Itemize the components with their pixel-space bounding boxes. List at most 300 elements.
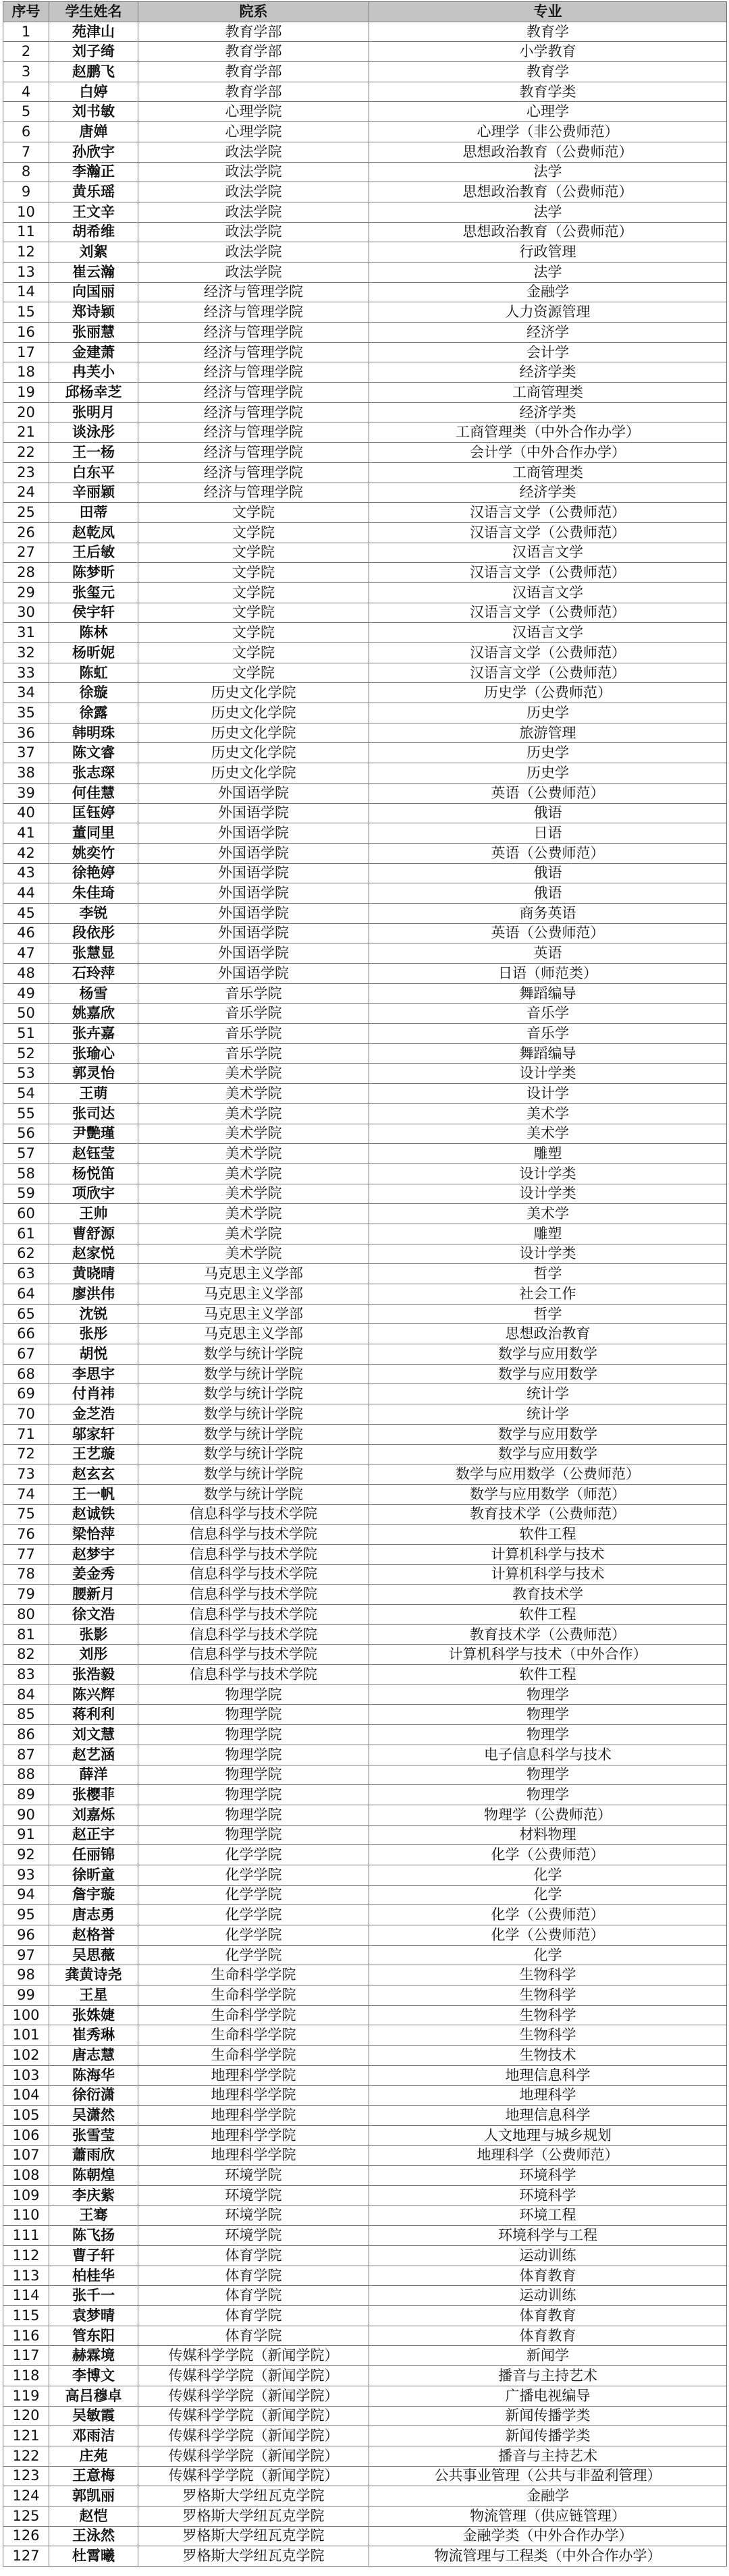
- major: 地理信息科学: [369, 2065, 727, 2085]
- student-name: 赵钰莹: [49, 1144, 138, 1164]
- row-index: 35: [3, 703, 49, 723]
- table-row: [3, 142, 727, 162]
- major: 化学: [369, 1945, 727, 1965]
- row-index: 24: [3, 483, 49, 503]
- student-name: 陈文睿: [49, 743, 138, 763]
- student-name: 曹子轩: [49, 2246, 138, 2266]
- row-index: 45: [3, 903, 49, 923]
- department: 生命科学学院: [138, 2046, 369, 2066]
- major: 生物技术: [369, 2046, 727, 2066]
- table-row: [3, 2226, 727, 2246]
- major: 物流管理与工程类（中外合作办学）: [369, 2546, 727, 2567]
- row-index: 89: [3, 1785, 49, 1805]
- row-index: 52: [3, 1043, 49, 1064]
- department: 传媒科学学院（新闻学院）: [138, 2406, 369, 2426]
- student-name: 郑诗颖: [49, 302, 138, 323]
- department: 信息科学与技术学院: [138, 1624, 369, 1645]
- department: 经济与管理学院: [138, 362, 369, 383]
- major: 物理学: [369, 1785, 727, 1805]
- major: 物理学: [369, 1725, 727, 1745]
- student-name: 何佳慧: [49, 783, 138, 803]
- table-row: [3, 943, 727, 964]
- table-row: [3, 2346, 727, 2366]
- department: 政法学院: [138, 242, 369, 263]
- department: 教育学部: [138, 82, 369, 102]
- department: 信息科学与技术学院: [138, 1645, 369, 1665]
- row-index: 94: [3, 1885, 49, 1905]
- row-index: 92: [3, 1845, 49, 1865]
- department: 体育学院: [138, 2326, 369, 2346]
- row-index: 10: [3, 202, 49, 222]
- row-index: 25: [3, 503, 49, 523]
- major: 思想政治教育（公费师范）: [369, 222, 727, 242]
- student-name: 龚黄诗尧: [49, 1965, 138, 1985]
- major: 汉语言文学: [369, 582, 727, 603]
- student-name: 李锐: [49, 903, 138, 923]
- student-name: 胡希维: [49, 222, 138, 242]
- row-index: 12: [3, 242, 49, 263]
- department: 外国语学院: [138, 923, 369, 943]
- department: 生命科学学院: [138, 2005, 369, 2025]
- department: 物理学院: [138, 1745, 369, 1765]
- department: 外国语学院: [138, 863, 369, 883]
- row-index: 125: [3, 2506, 49, 2526]
- student-name: 胡悦: [49, 1344, 138, 1365]
- major: 设计学类: [369, 1184, 727, 1204]
- department: 体育学院: [138, 2266, 369, 2286]
- department: 历史文化学院: [138, 723, 369, 743]
- major: 金融学类（中外合作办学）: [369, 2526, 727, 2546]
- table-row: [3, 1124, 727, 1144]
- major: 社会工作: [369, 1284, 727, 1305]
- student-name: 陈朝煌: [49, 2166, 138, 2186]
- table-row: [3, 1725, 727, 1745]
- header-student-name: 学生姓名: [49, 2, 138, 22]
- major: 法学: [369, 162, 727, 182]
- major: 汉语言文学: [369, 623, 727, 643]
- table-row: [3, 663, 727, 683]
- row-index: 78: [3, 1564, 49, 1585]
- table-row: [3, 1865, 727, 1885]
- department: 文学院: [138, 643, 369, 663]
- major: 生物科学: [369, 2005, 727, 2025]
- student-name: 侯宇轩: [49, 603, 138, 623]
- major: 环境科学与工程: [369, 2226, 727, 2246]
- row-index: 50: [3, 1004, 49, 1024]
- major: 教育学类: [369, 82, 727, 102]
- row-index: 65: [3, 1304, 49, 1324]
- header-row: [3, 2, 727, 22]
- table-row: [3, 1264, 727, 1284]
- department: 心理学院: [138, 122, 369, 142]
- row-index: 14: [3, 282, 49, 302]
- department: 传媒科学学院（新闻学院）: [138, 2386, 369, 2406]
- major: 广播电视编导: [369, 2386, 727, 2406]
- department: 传媒科学学院（新闻学院）: [138, 2446, 369, 2466]
- row-index: 40: [3, 803, 49, 823]
- student-name: 徐艳婷: [49, 863, 138, 883]
- student-name: 黄晓晴: [49, 1264, 138, 1284]
- major: 思想政治教育（公费师范）: [369, 182, 727, 202]
- major: 地理科学（公费师范）: [369, 2145, 727, 2166]
- table-row: [3, 763, 727, 784]
- row-index: 105: [3, 2106, 49, 2126]
- table-row: [3, 1464, 727, 1485]
- department: 地理科学学院: [138, 2065, 369, 2085]
- row-index: 103: [3, 2065, 49, 2085]
- student-name: 李思宇: [49, 1364, 138, 1384]
- department: 经济与管理学院: [138, 422, 369, 443]
- department: 信息科学与技术学院: [138, 1544, 369, 1564]
- row-index: 17: [3, 342, 49, 362]
- row-index: 101: [3, 2025, 49, 2046]
- row-index: 43: [3, 863, 49, 883]
- department: 经济与管理学院: [138, 483, 369, 503]
- department: 信息科学与技术学院: [138, 1585, 369, 1605]
- table-row: [3, 1945, 727, 1965]
- row-index: 111: [3, 2226, 49, 2246]
- student-name: 邓雨洁: [49, 2426, 138, 2446]
- row-index: 87: [3, 1745, 49, 1765]
- major: 设计学类: [369, 1064, 727, 1084]
- student-name: 姚奕竹: [49, 843, 138, 863]
- department: 传媒科学学院（新闻学院）: [138, 2346, 369, 2366]
- table-row: [3, 2546, 727, 2567]
- major: 化学（公费师范）: [369, 1925, 727, 1946]
- major: 计算机科学与技术: [369, 1564, 727, 1585]
- student-name: 徐昕童: [49, 1865, 138, 1885]
- department: 美术学院: [138, 1144, 369, 1164]
- table-row: [3, 42, 727, 62]
- student-name: 赵乾凤: [49, 522, 138, 543]
- major: 历史学: [369, 703, 727, 723]
- student-name: 张姝婕: [49, 2005, 138, 2025]
- major: 体育教育: [369, 2306, 727, 2326]
- table-row: [3, 1825, 727, 1845]
- table-row: [3, 2466, 727, 2486]
- department: 地理科学学院: [138, 2145, 369, 2166]
- student-name: 黄乐瑶: [49, 182, 138, 202]
- major: 生物科学: [369, 1965, 727, 1985]
- department: 信息科学与技术学院: [138, 1504, 369, 1525]
- student-name: 腰新月: [49, 1585, 138, 1605]
- table-row: [3, 703, 727, 723]
- table-row: [3, 1024, 727, 1044]
- department: 化学学院: [138, 1925, 369, 1946]
- major: 运动训练: [369, 2286, 727, 2306]
- table-row: [3, 2326, 727, 2346]
- row-index: 38: [3, 763, 49, 784]
- major: 会计学: [369, 342, 727, 362]
- row-index: 29: [3, 582, 49, 603]
- student-name: 谈泳彤: [49, 422, 138, 443]
- row-index: 22: [3, 443, 49, 463]
- row-index: 1: [3, 22, 49, 42]
- student-name: 王帅: [49, 1204, 138, 1224]
- major: 数学与应用数学: [369, 1444, 727, 1464]
- student-name: 杜霄曦: [49, 2546, 138, 2567]
- row-index: 3: [3, 62, 49, 82]
- table-row: [3, 623, 727, 643]
- student-name: 尹艷瑾: [49, 1124, 138, 1144]
- table-row: [3, 1284, 727, 1305]
- department: 经济与管理学院: [138, 383, 369, 403]
- department: 音乐学院: [138, 983, 369, 1004]
- table-row: [3, 1965, 727, 1985]
- department: 经济与管理学院: [138, 282, 369, 302]
- department: 外国语学院: [138, 903, 369, 923]
- student-name: 王艺璇: [49, 1444, 138, 1464]
- row-index: 88: [3, 1765, 49, 1785]
- student-name: 唐志勇: [49, 1905, 138, 1925]
- table-row: [3, 82, 727, 102]
- student-name: 徐文浩: [49, 1605, 138, 1625]
- major: 哲学: [369, 1264, 727, 1284]
- table-row: [3, 643, 727, 663]
- major: 环境工程: [369, 2205, 727, 2226]
- student-name: 陈梦昕: [49, 563, 138, 583]
- table-row: [3, 1144, 727, 1164]
- student-name: 张志琛: [49, 763, 138, 784]
- major: 地理信息科学: [369, 2106, 727, 2126]
- row-index: 27: [3, 543, 49, 563]
- student-name: 项欣宇: [49, 1184, 138, 1204]
- row-index: 114: [3, 2286, 49, 2306]
- major: 俄语: [369, 803, 727, 823]
- department: 化学学院: [138, 1885, 369, 1905]
- table-row: [3, 2306, 727, 2326]
- row-index: 28: [3, 563, 49, 583]
- table-row: [3, 1064, 727, 1084]
- table-row: [3, 1424, 727, 1444]
- table-row: [3, 2205, 727, 2226]
- department: 美术学院: [138, 1103, 369, 1124]
- department: 物理学院: [138, 1785, 369, 1805]
- row-index: 91: [3, 1825, 49, 1845]
- department: 物理学院: [138, 1825, 369, 1845]
- major: 金融学: [369, 2486, 727, 2506]
- table-row: [3, 522, 727, 543]
- table-row: [3, 1244, 727, 1264]
- student-name: 田蒂: [49, 503, 138, 523]
- department: 地理科学学院: [138, 2125, 369, 2145]
- table-row: [3, 2266, 727, 2286]
- row-index: 74: [3, 1484, 49, 1504]
- department: 马克思主义学部: [138, 1284, 369, 1305]
- row-index: 36: [3, 723, 49, 743]
- student-name: 刘絮: [49, 242, 138, 263]
- department: 文学院: [138, 582, 369, 603]
- table-row: [3, 402, 727, 422]
- major: 雕塑: [369, 1224, 727, 1244]
- student-name: 孙欣宇: [49, 142, 138, 162]
- row-index: 68: [3, 1364, 49, 1384]
- header-index: 序号: [3, 2, 49, 22]
- table-row: [3, 2486, 727, 2506]
- major: 工商管理类: [369, 462, 727, 483]
- major: 计算机科学与技术（中外合作）: [369, 1645, 727, 1665]
- student-name: 赵艺涵: [49, 1745, 138, 1765]
- major: 环境科学: [369, 2185, 727, 2205]
- department: 地理科学学院: [138, 2106, 369, 2126]
- major: 软件工程: [369, 1665, 727, 1685]
- major: 商务英语: [369, 903, 727, 923]
- department: 政法学院: [138, 202, 369, 222]
- major: 公共事业管理（公共与非盈利管理）: [369, 2466, 727, 2486]
- table-row: [3, 1805, 727, 1825]
- department: 罗格斯大学纽瓦克学院: [138, 2546, 369, 2567]
- table-row: [3, 1624, 727, 1645]
- department: 音乐学院: [138, 1024, 369, 1044]
- major: 软件工程: [369, 1605, 727, 1625]
- table-row: [3, 2506, 727, 2526]
- student-name: 金建萧: [49, 342, 138, 362]
- major: 数学与应用数学: [369, 1364, 727, 1384]
- major: 化学: [369, 1885, 727, 1905]
- department: 体育学院: [138, 2286, 369, 2306]
- major: 汉语言文学（公费师范）: [369, 503, 727, 523]
- major: 新闻学: [369, 2346, 727, 2366]
- row-index: 66: [3, 1324, 49, 1344]
- table-row: [3, 883, 727, 904]
- table-row: [3, 1043, 727, 1064]
- table-row: [3, 1564, 727, 1585]
- major: 工商管理类: [369, 383, 727, 403]
- major: 软件工程: [369, 1525, 727, 1545]
- department: 化学学院: [138, 1905, 369, 1925]
- table-row: [3, 2166, 727, 2186]
- table-row: [3, 1184, 727, 1204]
- department: 化学学院: [138, 1945, 369, 1965]
- major: 汉语言文学: [369, 543, 727, 563]
- department: 物理学院: [138, 1684, 369, 1705]
- student-name: 徐露: [49, 703, 138, 723]
- student-name: 张明月: [49, 402, 138, 422]
- department: 马克思主义学部: [138, 1304, 369, 1324]
- row-index: 81: [3, 1624, 49, 1645]
- row-index: 108: [3, 2166, 49, 2186]
- row-index: 117: [3, 2346, 49, 2366]
- student-name: 袁梦晴: [49, 2306, 138, 2326]
- student-name: 张司达: [49, 1103, 138, 1124]
- student-name: 赵诚铁: [49, 1504, 138, 1525]
- row-index: 84: [3, 1684, 49, 1705]
- table-row: [3, 743, 727, 763]
- student-name: 王骞: [49, 2205, 138, 2226]
- major: 美术学: [369, 1204, 727, 1224]
- table-row: [3, 1765, 727, 1785]
- student-name: 吴敏霞: [49, 2406, 138, 2426]
- department: 罗格斯大学纽瓦克学院: [138, 2526, 369, 2546]
- row-index: 26: [3, 522, 49, 543]
- major: 思想政治教育（公费师范）: [369, 142, 727, 162]
- table-row: [3, 1204, 727, 1224]
- header-major: 专业: [369, 2, 727, 22]
- student-name: 杨雪: [49, 983, 138, 1004]
- department: 音乐学院: [138, 1043, 369, 1064]
- table-row: [3, 803, 727, 823]
- row-index: 75: [3, 1504, 49, 1525]
- student-name: 王文辛: [49, 202, 138, 222]
- student-name: 庄苑: [49, 2446, 138, 2466]
- major: 汉语言文学（公费师范）: [369, 663, 727, 683]
- row-index: 59: [3, 1184, 49, 1204]
- department: 美术学院: [138, 1204, 369, 1224]
- major: 体育教育: [369, 2326, 727, 2346]
- student-name: 刘文慧: [49, 1725, 138, 1745]
- student-name: 吴潇然: [49, 2106, 138, 2126]
- table-row: [3, 923, 727, 943]
- major: 统计学: [369, 1404, 727, 1425]
- major: 运动训练: [369, 2246, 727, 2266]
- student-name: 韩明珠: [49, 723, 138, 743]
- student-name: 王后敏: [49, 543, 138, 563]
- student-name: 陈兴辉: [49, 1684, 138, 1705]
- department: 生命科学学院: [138, 1965, 369, 1985]
- student-name: 白婷: [49, 82, 138, 102]
- department: 美术学院: [138, 1084, 369, 1104]
- department: 外国语学院: [138, 943, 369, 964]
- major: 设计学: [369, 1084, 727, 1104]
- student-name: 王意梅: [49, 2466, 138, 2486]
- table-row: [3, 102, 727, 122]
- table-row: [3, 2185, 727, 2205]
- row-index: 82: [3, 1645, 49, 1665]
- row-index: 120: [3, 2406, 49, 2426]
- row-index: 54: [3, 1084, 49, 1104]
- student-name: 唐志慧: [49, 2046, 138, 2066]
- department: 美术学院: [138, 1124, 369, 1144]
- student-name: 张卉嘉: [49, 1024, 138, 1044]
- major: 物理学（公费师范）: [369, 1805, 727, 1825]
- row-index: 51: [3, 1024, 49, 1044]
- table-row: [3, 62, 727, 82]
- row-index: 77: [3, 1544, 49, 1564]
- row-index: 32: [3, 643, 49, 663]
- student-name: 崔云瀚: [49, 262, 138, 282]
- major: 哲学: [369, 1304, 727, 1324]
- student-name: 陈飞扬: [49, 2226, 138, 2246]
- department: 政法学院: [138, 142, 369, 162]
- student-name: 赫霖境: [49, 2346, 138, 2366]
- row-index: 44: [3, 883, 49, 904]
- row-index: 97: [3, 1945, 49, 1965]
- department: 马克思主义学部: [138, 1264, 369, 1284]
- student-name: 曹舒源: [49, 1224, 138, 1244]
- row-index: 86: [3, 1725, 49, 1745]
- row-index: 42: [3, 843, 49, 863]
- department: 数学与统计学院: [138, 1344, 369, 1365]
- major: 地理科学: [369, 2085, 727, 2106]
- department: 美术学院: [138, 1224, 369, 1244]
- header-department: 院系: [138, 2, 369, 22]
- department: 传媒科学学院（新闻学院）: [138, 2426, 369, 2446]
- major: 教育技术学（公费师范）: [369, 1624, 727, 1645]
- student-name: 辛丽颖: [49, 483, 138, 503]
- major: 汉语言文学（公费师范）: [369, 563, 727, 583]
- table-row: [3, 1605, 727, 1625]
- row-index: 34: [3, 683, 49, 703]
- table-row: [3, 843, 727, 863]
- table-row: [3, 122, 727, 142]
- student-name: 赵鹏飞: [49, 62, 138, 82]
- major: 数学与应用数学（公费师范）: [369, 1464, 727, 1485]
- department: 经济与管理学院: [138, 402, 369, 422]
- major: 心理学: [369, 102, 727, 122]
- table-row: [3, 1745, 727, 1765]
- department: 数学与统计学院: [138, 1444, 369, 1464]
- department: 信息科学与技术学院: [138, 1564, 369, 1585]
